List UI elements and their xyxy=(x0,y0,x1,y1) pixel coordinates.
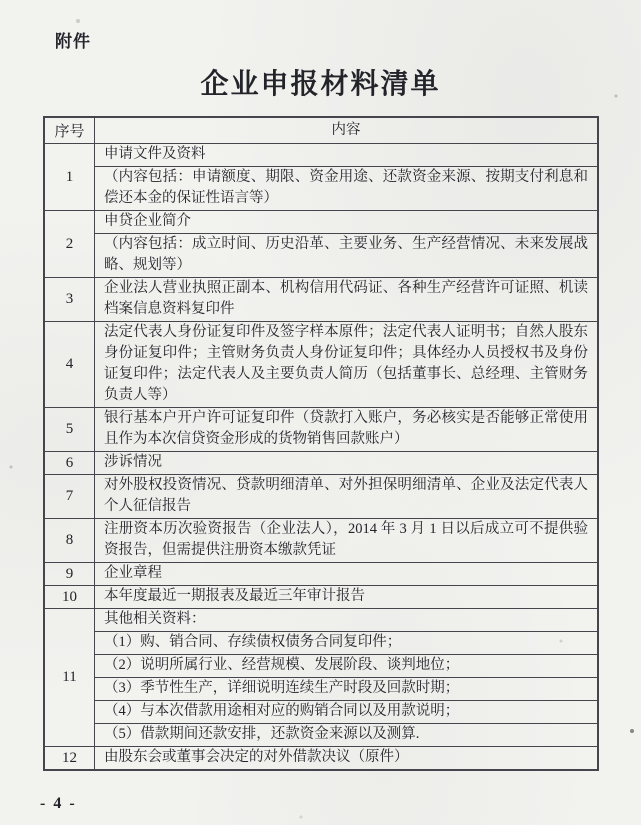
table-row xyxy=(45,210,597,277)
row-content: 企业法人营业执照正副本、机构信用代码证、各种生产经营许可证照、机读档案信息资料复印件 xyxy=(104,280,588,317)
table-row xyxy=(45,143,597,210)
row-index: 8 xyxy=(45,519,95,562)
page-title: 企业申报材料清单 xyxy=(200,68,441,99)
page-number: - 4 - xyxy=(40,795,77,812)
header-col-index: 序号 xyxy=(45,118,95,143)
row-content-heading: 其他相关资料： xyxy=(104,611,206,627)
table-row xyxy=(45,321,597,407)
row-content-item-5: （5）借款期间还款安排，还款资金来源以及测算. xyxy=(95,723,597,746)
row-content: 银行基本户开户许可证复印件（贷款打入账户，务必核实是否能够正常使用且作为本次信贷资金形成的货物销售回款账户） xyxy=(104,410,588,447)
table-row xyxy=(45,474,597,518)
row-content: 申请文件及资料 xyxy=(104,146,206,162)
row-index: 7 xyxy=(45,475,95,518)
attachment-label: 附件 xyxy=(55,32,91,51)
row-index: 6 xyxy=(45,452,95,474)
table-header-row xyxy=(45,118,597,143)
table-row xyxy=(45,562,597,585)
row-content-item-2: （2）说明所属行业、经营规模、发展阶段、谈判地位； xyxy=(95,654,597,677)
row-content: 注册资本历次验资报告（企业法人），2014 年 3 月 1 日以后成立可不提供验资报告，但需提供注册资本缴款凭证 xyxy=(104,521,588,558)
row-index: 1 xyxy=(45,144,95,210)
row-content-item-4: （4）与本次借款用途相对应的购销合同以及用款说明； xyxy=(95,700,597,723)
table-row xyxy=(45,518,597,562)
row-index: 10 xyxy=(45,586,95,608)
row-content: 涉诉情况 xyxy=(104,454,162,470)
row-content-item-1: （1）购、销合同、存续债权债务合同复印件； xyxy=(95,631,597,654)
table-row xyxy=(45,451,597,474)
row-content: 本年度最近一期报表及最近三年审计报告 xyxy=(104,588,365,604)
materials-table xyxy=(43,116,599,771)
row-content-item-3: （3）季节性生产，详细说明连续生产时段及回款时期； xyxy=(95,677,597,700)
row-index: 12 xyxy=(45,747,95,769)
row-content-note: （内容包括：申请额度、期限、资金用途、还款资金来源、按期支付利息和偿还本金的保证性语言等） xyxy=(95,166,597,210)
row-index: 9 xyxy=(45,563,95,585)
row-index: 2 xyxy=(45,211,95,277)
table-row xyxy=(45,277,597,321)
table-row xyxy=(45,407,597,451)
row-content-note: （内容包括：成立时间、历史沿革、主要业务、生产经营情况、未来发展战略、规划等） xyxy=(95,233,597,277)
row-index: 5 xyxy=(45,408,95,451)
row-content: 申贷企业简介 xyxy=(104,213,191,229)
scan-noise-specks xyxy=(0,0,2,2)
row-index: 11 xyxy=(45,609,95,746)
row-index: 3 xyxy=(45,278,95,321)
table-row xyxy=(45,746,597,769)
row-content: 企业章程 xyxy=(104,565,162,581)
row-content: 由股东会或董事会决定的对外借款决议（原件） xyxy=(104,749,409,765)
table-row xyxy=(45,608,597,746)
header-col-content: 内容 xyxy=(331,122,361,138)
row-index: 4 xyxy=(45,322,95,407)
row-content: 法定代表人身份证复印件及签字样本原件；法定代表人证明书；自然人股东身份证复印件；主管财务负责人身份证复印件；具体经办人员授权书及身份证复印件；法定代表人及主要负责人简历（包括董事长、总经理、主管财务负责人等） xyxy=(104,324,588,403)
table-row xyxy=(45,585,597,608)
row-content: 对外股权投资情况、贷款明细清单、对外担保明细清单、企业及法定代表人个人征信报告 xyxy=(104,477,588,514)
